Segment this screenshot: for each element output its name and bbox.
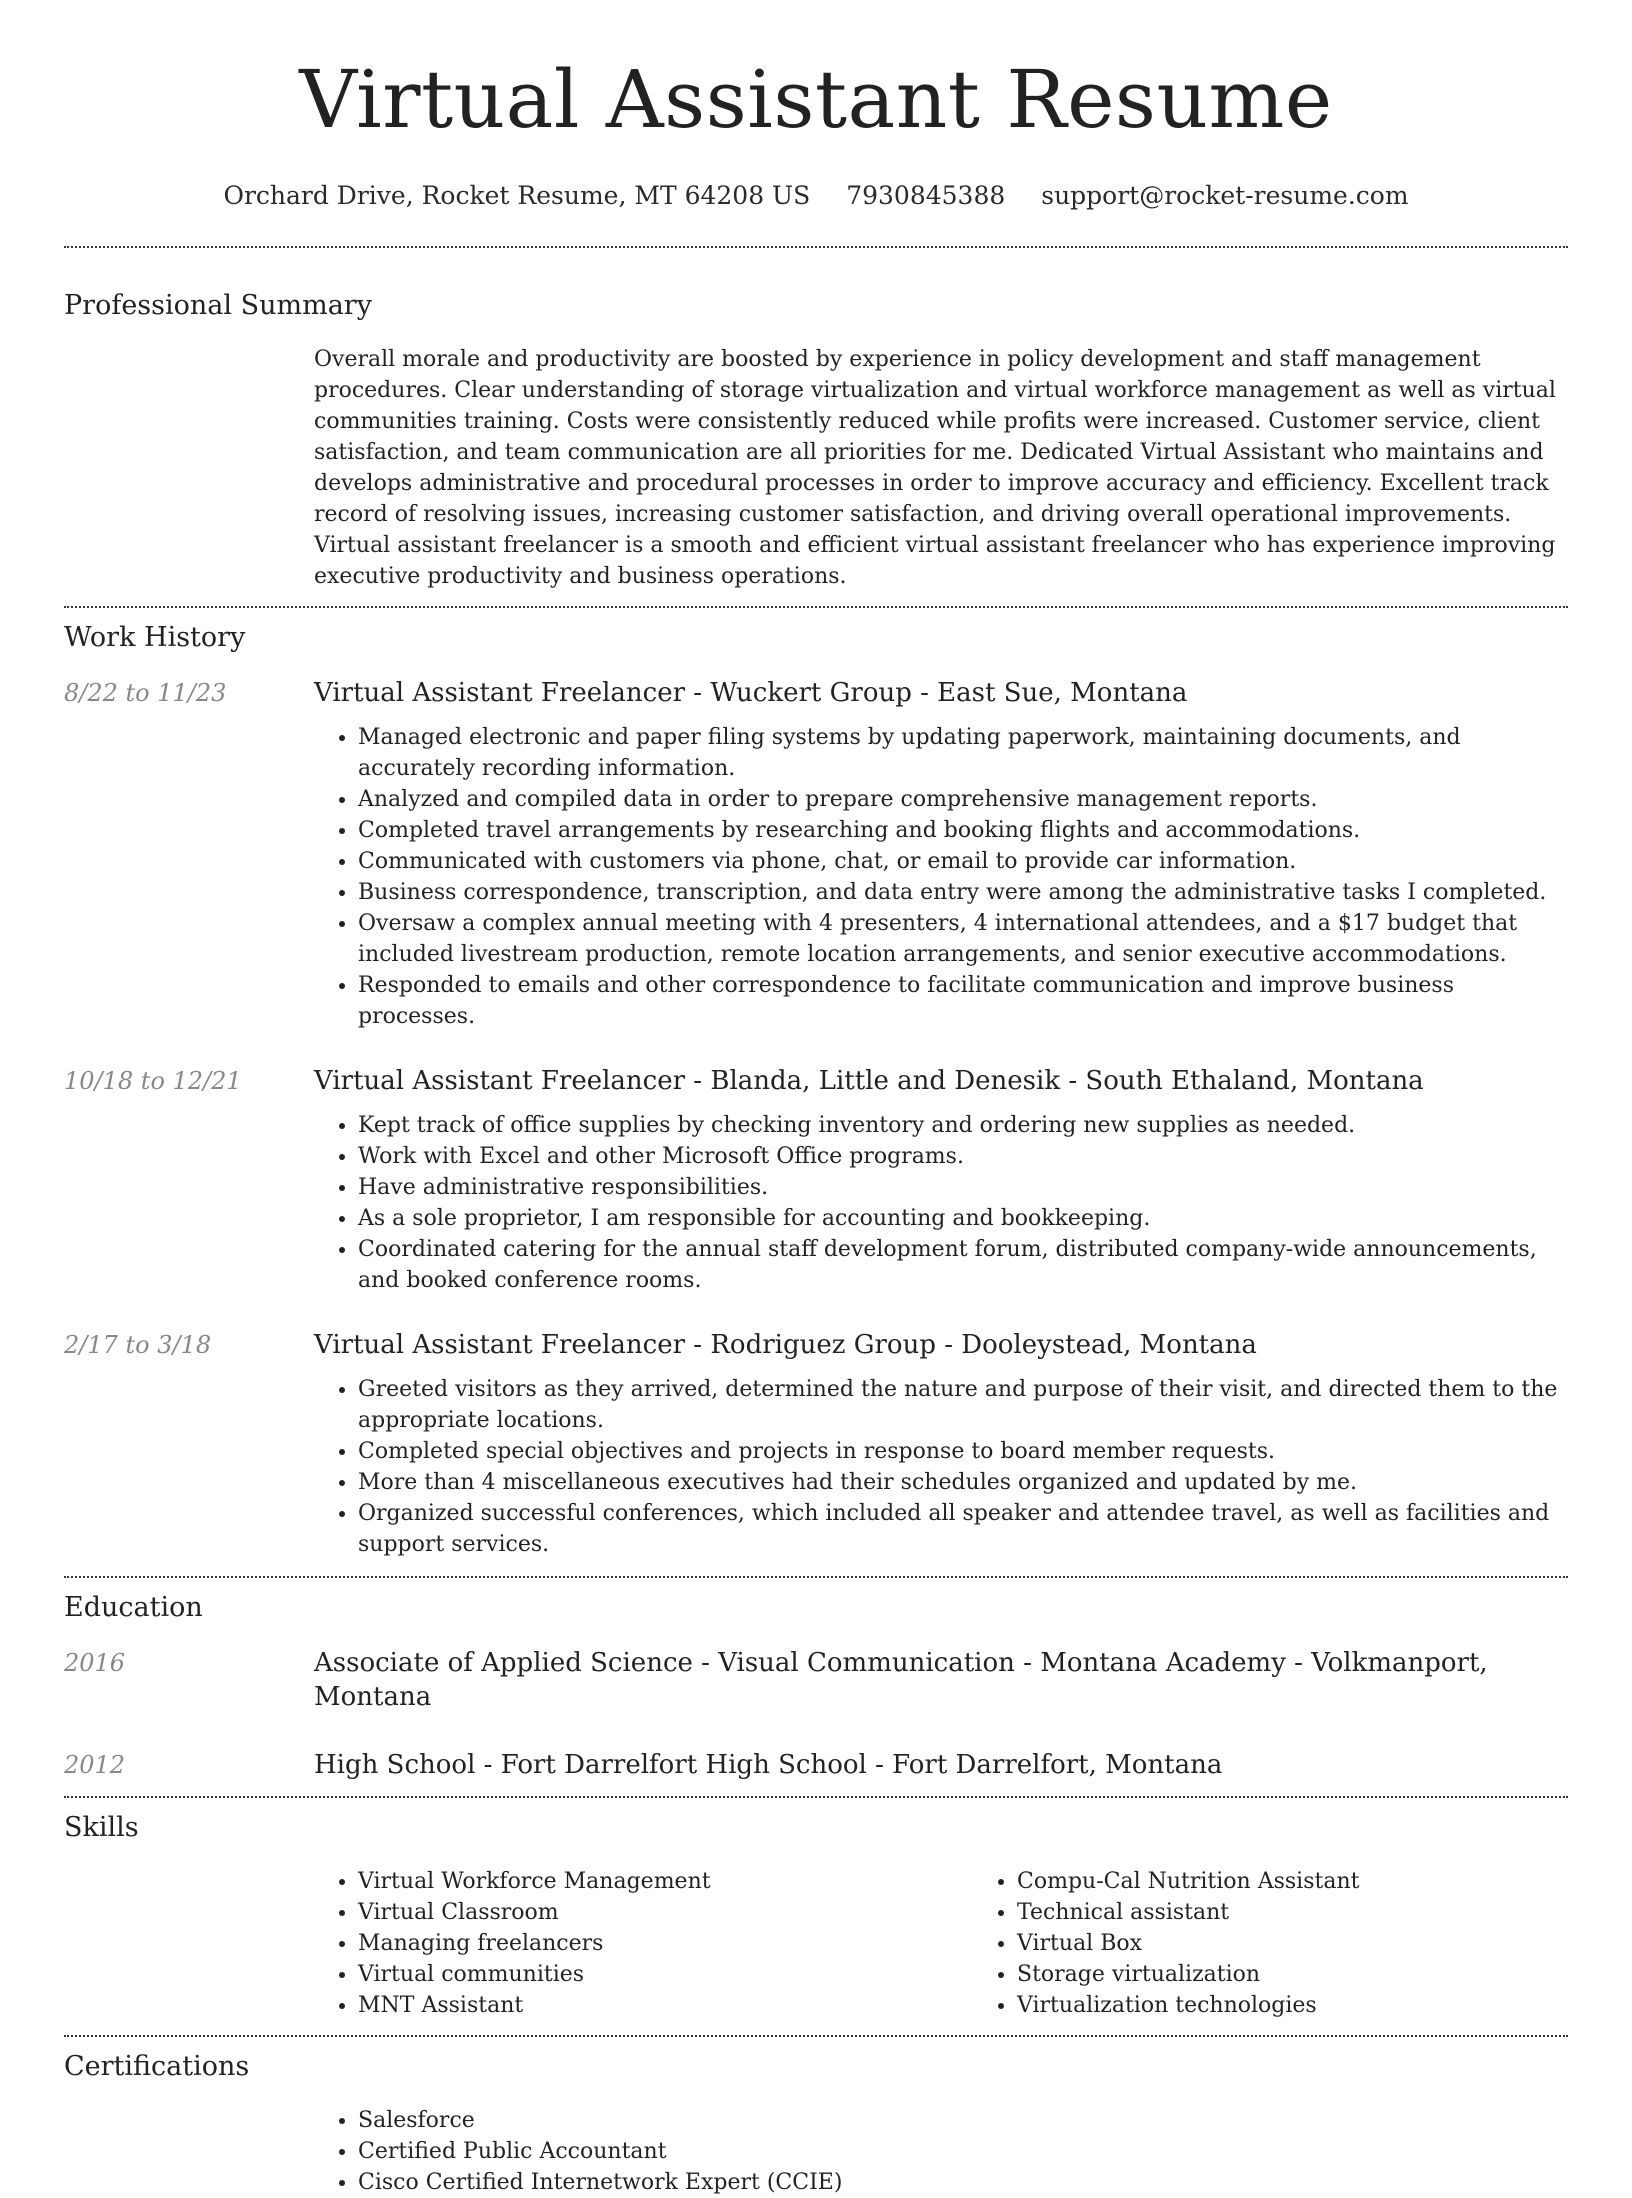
list-item: • As a sole proprietor, I am responsible for accounting and bookkeeping. bbox=[358, 1203, 1568, 1234]
section-divider bbox=[64, 1796, 1568, 1798]
list-item: • Analyzed and compiled data in order to prepare comprehensive management reports. bbox=[358, 784, 1568, 815]
contact-email: support@rocket-resume.com bbox=[1041, 181, 1409, 210]
list-item: • Business correspondence, transcription, and data entry were among the administrative tasks I completed. bbox=[358, 877, 1568, 908]
job-date: 10/18 to 12/21 bbox=[64, 1067, 242, 1095]
job-date: 2/17 to 3/18 bbox=[64, 1331, 212, 1359]
job-entry bbox=[64, 676, 1568, 1032]
skills-columns bbox=[314, 1866, 1632, 2021]
job-bullets bbox=[314, 1374, 1568, 1560]
contact-phone: 7930845388 bbox=[846, 181, 1006, 210]
list-item: • Salesforce bbox=[358, 2105, 1568, 2136]
education-year: 2012 bbox=[64, 1751, 126, 1779]
job-title: Virtual Assistant Freelancer - Blanda, Little and Denesik - South Ethaland, Montana bbox=[314, 1066, 1424, 1096]
list-item: • Virtual communities bbox=[358, 1959, 973, 1990]
list-item: • MNT Assistant bbox=[358, 1990, 973, 2021]
list-item: • Communicated with customers via phone, chat, or email to provide car information. bbox=[358, 846, 1568, 877]
skills-heading: Skills bbox=[64, 1812, 139, 1843]
certifications-heading: Certifications bbox=[64, 2051, 250, 2082]
job-bullets bbox=[314, 722, 1568, 1032]
job-entry bbox=[64, 1328, 1568, 1560]
list-item: • Certified Public Accountant bbox=[358, 2136, 1568, 2167]
list-item: • Managed electronic and paper filing systems by updating paperwork, maintaining documents, and accurately recording information. bbox=[358, 722, 1568, 784]
list-item: • Completed travel arrangements by researching and booking flights and accommodations. bbox=[358, 815, 1568, 846]
list-item: • Organized successful conferences, which included all speaker and attendee travel, as well as facilities and support services. bbox=[358, 1498, 1568, 1560]
education-entry bbox=[64, 1748, 1568, 1782]
contact-line bbox=[64, 178, 1568, 214]
list-item: • Responded to emails and other correspondence to facilitate communication and improve business processes. bbox=[358, 970, 1568, 1032]
list-item: • Managing freelancers bbox=[358, 1928, 973, 1959]
list-item: • Virtual Workforce Management bbox=[358, 1866, 973, 1897]
job-entry bbox=[64, 1064, 1568, 1296]
summary-section bbox=[64, 288, 1568, 592]
list-item: • Kept track of office supplies by checking inventory and ordering new supplies as needed. bbox=[358, 1110, 1568, 1141]
job-bullets bbox=[314, 1110, 1568, 1296]
education-section bbox=[64, 1590, 1568, 1782]
education-title: High School - Fort Darrelfort High School - Fort Darrelfort, Montana bbox=[314, 1750, 1223, 1780]
skills-list-left bbox=[314, 1866, 973, 2021]
list-item: • Work with Excel and other Microsoft Office programs. bbox=[358, 1141, 1568, 1172]
summary-text: Overall morale and productivity are boosted by experience in policy development and staff management procedures. Clear understanding of storage virtualization and virtual workforce management as well as virtual communities training. Costs were consistently reduced while profits were increased. Customer service, client satisfaction, and team communication are all priorities for me. Dedicated Virtual Assistant who maintains and develops administrative and procedural processes in order to improve accuracy and efficiency. Excellent track record of resolving issues, increasing customer satisfaction, and driving overall operational improvements. Virtual assistant freelancer is a smooth and efficient virtual assistant freelancer who has experience improving executive productivity and business operations. bbox=[314, 347, 1556, 589]
certifications-section bbox=[64, 2049, 1568, 2198]
list-item: • Virtual Classroom bbox=[358, 1897, 973, 1928]
list-item: • Have administrative responsibilities. bbox=[358, 1172, 1568, 1203]
skills-section bbox=[64, 1810, 1568, 2021]
list-item: • Virtualization technologies bbox=[1017, 1990, 1632, 2021]
section-divider bbox=[64, 606, 1568, 608]
education-entry bbox=[64, 1646, 1568, 1714]
list-item: • More than 4 miscellaneous executives had their schedules organized and updated by me. bbox=[358, 1467, 1568, 1498]
job-title: Virtual Assistant Freelancer - Rodriguez Group - Dooleystead, Montana bbox=[314, 1330, 1257, 1360]
education-year: 2016 bbox=[64, 1649, 126, 1677]
section-divider bbox=[64, 2035, 1568, 2037]
certifications-list bbox=[314, 2105, 1568, 2198]
education-title: Associate of Applied Science - Visual Communication - Montana Academy - Volkmanport, Montana bbox=[314, 1648, 1488, 1712]
job-title: Virtual Assistant Freelancer - Wuckert Group - East Sue, Montana bbox=[314, 678, 1188, 708]
list-item: • Cisco Certified Internetwork Expert (CCIE) bbox=[358, 2167, 1568, 2198]
list-item: • Completed special objectives and projects in response to board member requests. bbox=[358, 1436, 1568, 1467]
list-item: • Technical assistant bbox=[1017, 1897, 1632, 1928]
section-divider bbox=[64, 246, 1568, 248]
contact-address: Orchard Drive, Rocket Resume, MT 64208 US bbox=[223, 181, 811, 210]
summary-heading: Professional Summary bbox=[64, 290, 372, 321]
list-item: • Oversaw a complex annual meeting with 4 presenters, 4 international attendees, and a $17 budget that included livestream production, remote location arrangements, and senior executive accommodations. bbox=[358, 908, 1568, 970]
work-history-heading: Work History bbox=[64, 622, 246, 653]
skills-list-right bbox=[973, 1866, 1632, 2021]
section-divider bbox=[64, 1576, 1568, 1578]
resume-title: Virtual Assistant Resume bbox=[299, 53, 1333, 146]
list-item: • Virtual Box bbox=[1017, 1928, 1632, 1959]
work-history-section bbox=[64, 620, 1568, 1560]
list-item: • Compu-Cal Nutrition Assistant bbox=[1017, 1866, 1632, 1897]
list-item: • Greeted visitors as they arrived, determined the nature and purpose of their visit, and directed them to the appropriate locations. bbox=[358, 1374, 1568, 1436]
list-item: • Coordinated catering for the annual staff development forum, distributed company-wide announcements, and booked conference rooms. bbox=[358, 1234, 1568, 1296]
education-heading: Education bbox=[64, 1592, 203, 1623]
list-item: • Storage virtualization bbox=[1017, 1959, 1632, 1990]
job-date: 8/22 to 11/23 bbox=[64, 679, 227, 707]
